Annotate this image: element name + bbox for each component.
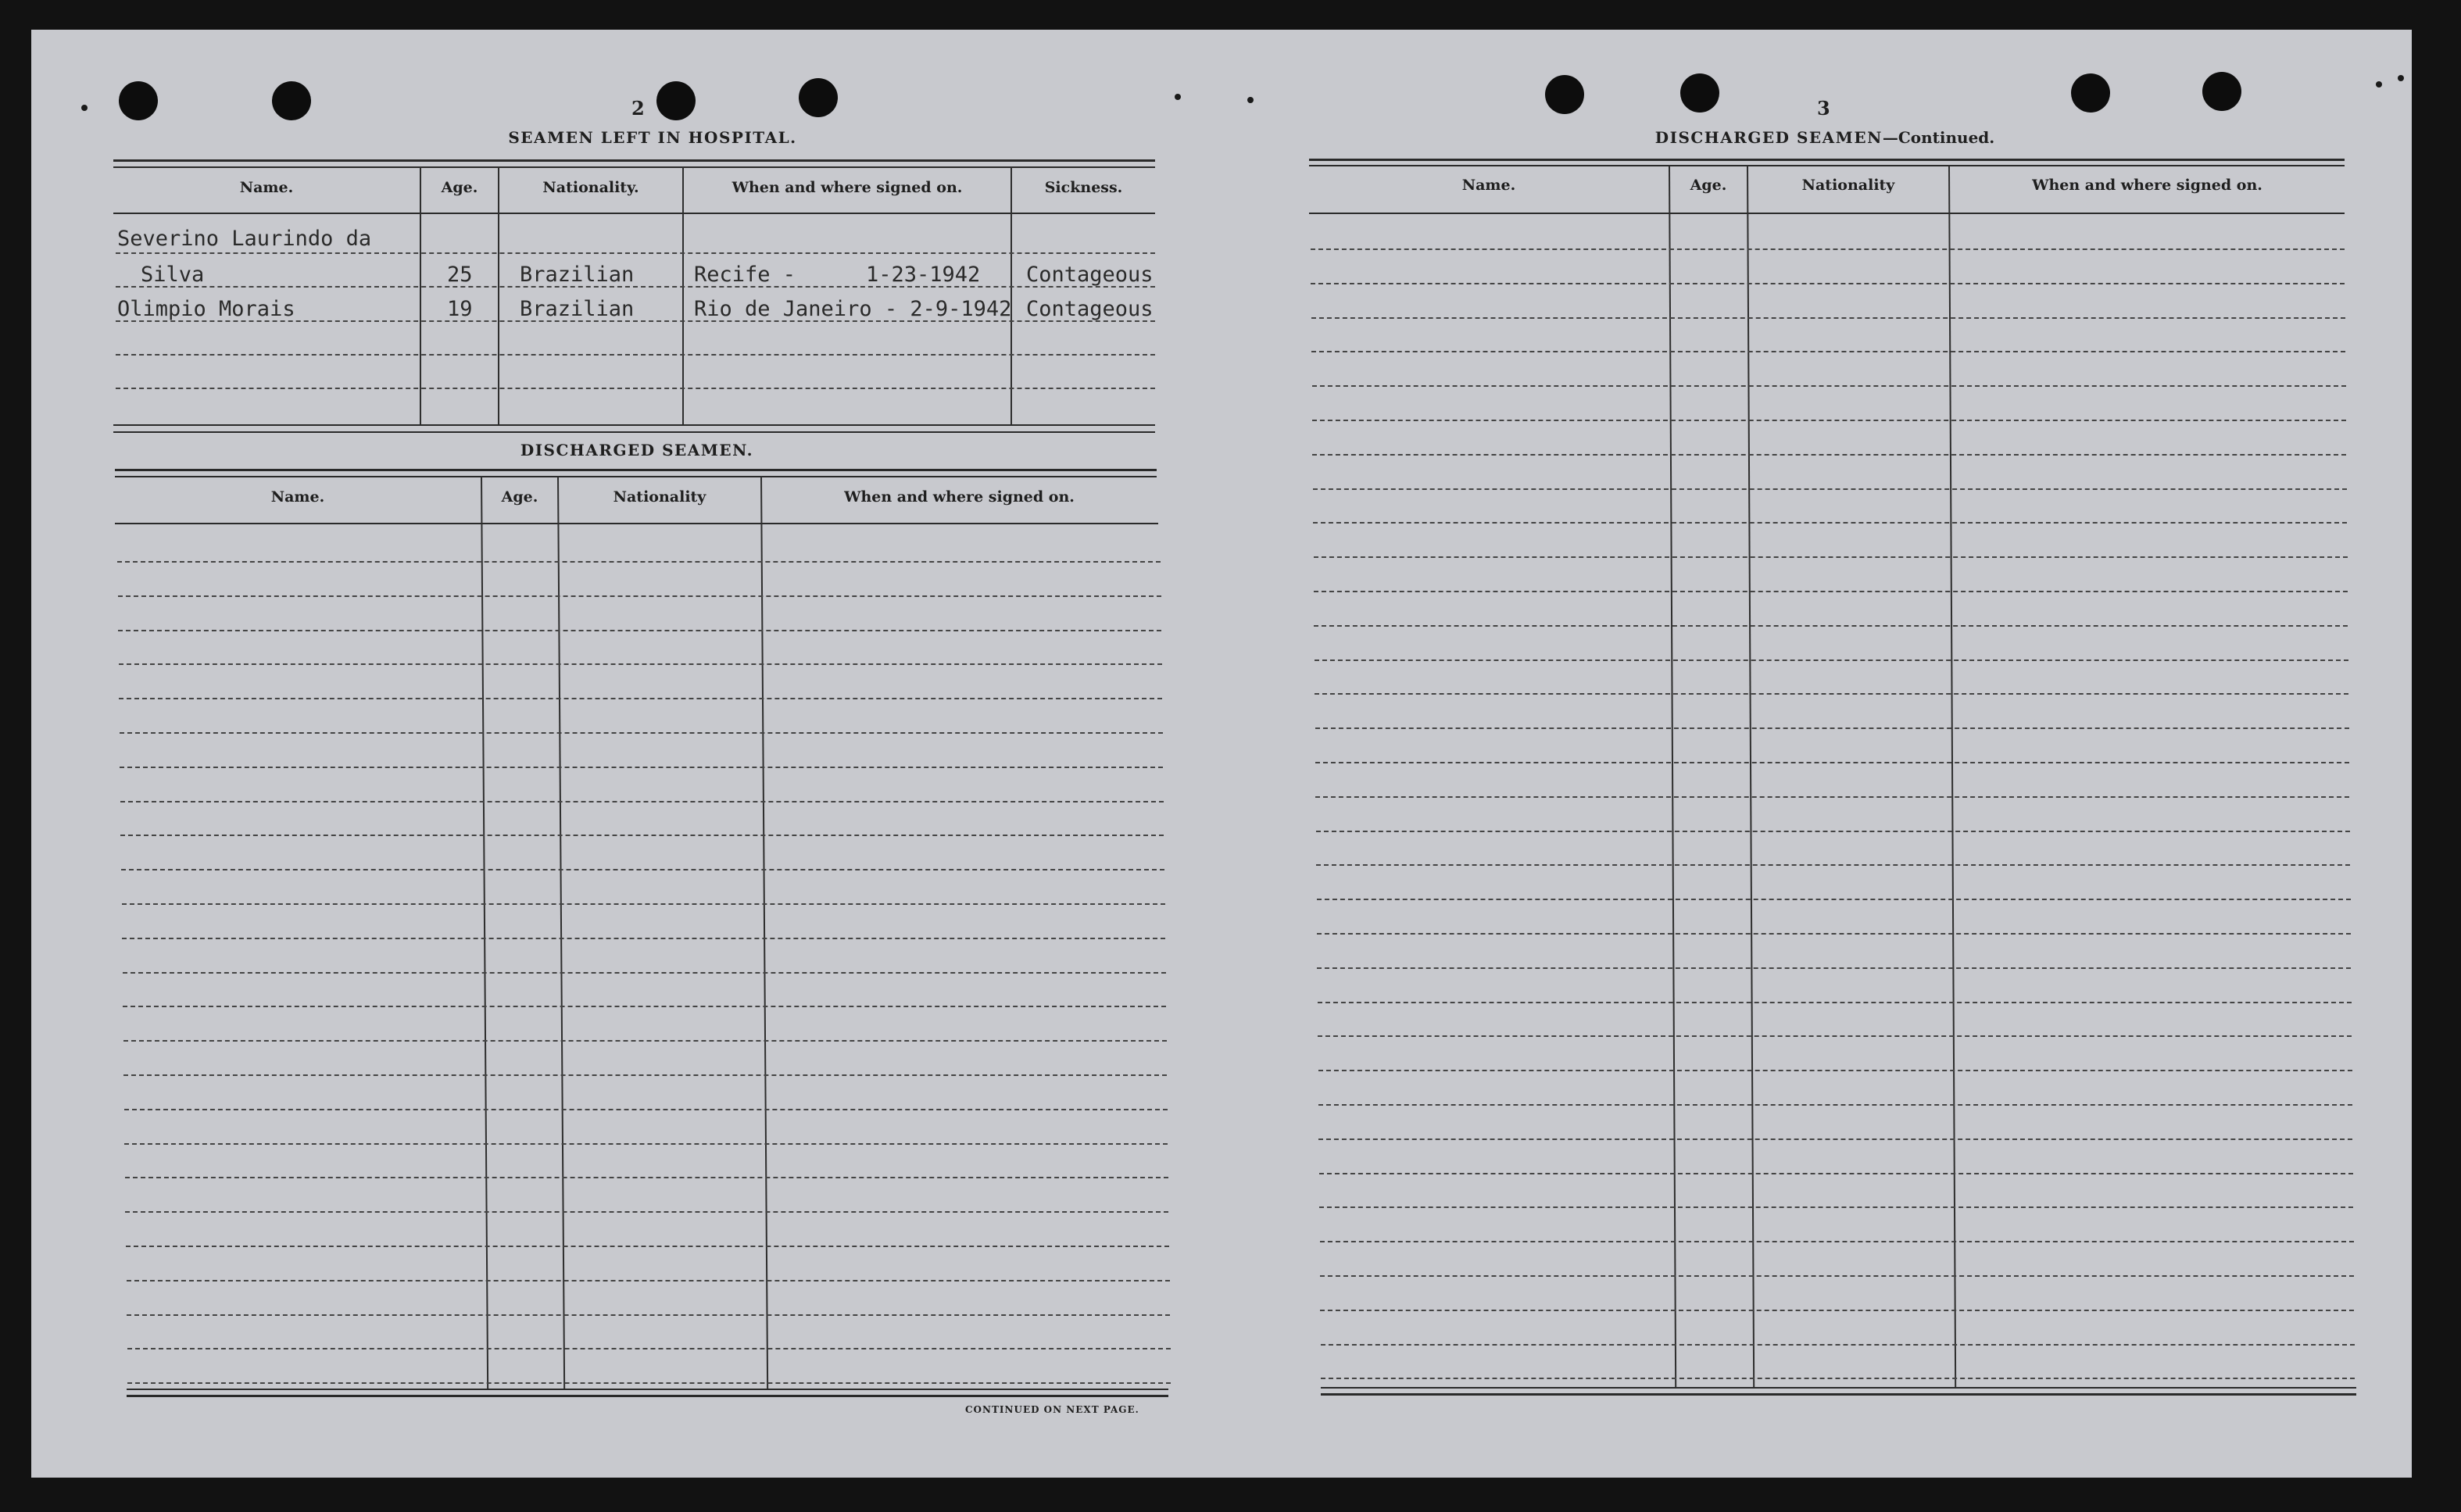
page-number-right: 3 [1817,97,1830,120]
continued-footer: CONTINUED ON NEXT PAGE. [965,1404,1139,1415]
rule [1321,1387,2356,1389]
speck [2376,81,2382,88]
rule [113,431,1155,433]
punch-hole [2071,73,2110,113]
entry-line [1315,762,2349,763]
col-header-sickness: Sickness. [1044,179,1123,196]
rule [1309,165,2345,166]
entry-2-nationality: Brazilian [520,297,635,321]
rule [113,166,1155,168]
entry-line [122,903,1165,905]
rule [115,523,1158,524]
col-header-signed-on: When and where signed on. [2032,177,2262,194]
punch-hole [656,81,696,120]
entry-line [1313,522,2347,524]
entry-1-sickness: Contageous [1026,263,1154,287]
entry-line [1319,1206,2353,1208]
speck [2398,75,2404,81]
entry-line [119,698,1162,699]
col-header-name: Name. [1461,177,1516,194]
column-divider [420,166,421,424]
punch-hole [119,81,158,120]
entry-line [1315,796,2349,798]
entry-2-sickness: Contageous [1026,297,1154,321]
rule [127,1389,1168,1390]
discharged-title-main: DISCHARGED SEAMEN [1654,128,1883,147]
entry-line [1316,831,2350,832]
entry-line [1318,1035,2352,1037]
entry-line [116,252,1155,254]
punch-hole [272,81,311,120]
entry-line [1319,1173,2353,1174]
entry-line [1313,488,2347,490]
discharged-title-cont: —Continued. [1882,128,1995,147]
entry-line [1317,933,2351,935]
entry-line [116,354,1155,356]
entry-line [1314,556,2348,558]
rule [1309,159,2345,161]
entry-line [1321,1344,2355,1346]
entry-line [1315,693,2348,695]
entry-line [1311,248,2345,250]
entry-line [118,595,1161,597]
entry-line [122,938,1165,939]
col-header-name: Name. [239,179,294,196]
col-header-signed-on: When and where signed on. [732,179,963,196]
entry-1-nationality: Brazilian [520,263,635,287]
speck [81,105,88,111]
entry-line [1320,1275,2354,1277]
col-header-age: Age. [1690,177,1727,194]
entry-line [1312,385,2346,387]
rule [127,1395,1168,1397]
rule [115,476,1157,477]
entry-line [116,388,1155,389]
speck [1175,94,1181,100]
punch-hole [1545,75,1584,114]
speck [1247,97,1254,103]
col-header-age: Age. [501,488,538,506]
entry-line [127,1280,1170,1281]
punch-hole [1680,73,1719,113]
entry-1-age: 25 [447,263,473,287]
discharged-title: DISCHARGED SEAMEN. [520,441,754,459]
entry-1-name-line1: Severino Laurindo da [117,227,372,251]
entry-line [123,1040,1167,1042]
col-header-name: Name. [270,488,325,506]
entry-1-name-line2: Silva [141,263,205,287]
entry-line [1314,591,2348,592]
col-header-nationality: Nationality [613,488,706,506]
col-header-nationality: Nationality. [542,179,639,196]
entry-2-age: 19 [447,297,473,321]
entry-line [1312,454,2346,456]
entry-line [1311,351,2345,352]
entry-line [127,1314,1170,1316]
rule [1309,213,2345,214]
rule [1321,1393,2356,1396]
column-divider [1011,166,1012,424]
punch-hole [2202,72,2241,111]
entry-line [1315,727,2349,729]
entry-line [123,972,1166,974]
entry-line [1318,1138,2352,1140]
entry-line [125,1177,1168,1178]
entry-2-signed-on: Rio de Janeiro - 2-9-1942 [694,297,1012,321]
entry-line [1317,899,2351,900]
entry-line [1315,659,2348,661]
entry-line [124,1143,1168,1145]
entry-line [1311,283,2345,284]
entry-line [124,1109,1168,1110]
entry-line [1317,967,2351,969]
rule [113,159,1155,162]
rule [113,213,1155,214]
manifest-sheet [31,30,2412,1478]
entry-line [126,1246,1169,1247]
entry-line [123,1006,1166,1007]
col-header-signed-on: When and where signed on. [844,488,1075,506]
col-header-age: Age. [441,179,478,196]
entry-line [1311,317,2345,319]
rule [115,469,1157,471]
col-header-nationality: Nationality [1801,177,1895,194]
entry-line [116,286,1155,288]
entry-line [1320,1241,2354,1242]
entry-1-date: 1-23-1942 [866,263,981,287]
hospital-title: SEAMEN LEFT IN HOSPITAL. [508,128,797,147]
entry-line [1318,1070,2352,1071]
entry-line [120,801,1164,802]
entry-line [127,1382,1171,1384]
entry-line [118,630,1161,631]
column-divider [682,166,684,424]
entry-line [119,663,1162,665]
entry-line [1318,1104,2352,1106]
entry-line [1316,864,2350,866]
page-number-left: 2 [631,97,645,120]
entry-line [117,561,1161,563]
entry-line [1314,625,2348,627]
entry-line [1321,1378,2355,1379]
entry-line [1312,420,2346,421]
entry-line [120,732,1163,734]
entry-line [127,1348,1171,1349]
entry-line [1318,1002,2352,1003]
entry-line [120,767,1163,768]
entry-1-place: Recife - [694,263,796,287]
column-divider [498,166,499,424]
rule [113,424,1155,426]
punch-hole [799,78,838,117]
discharged-continued-title [1641,128,2009,147]
entry-line [120,835,1164,836]
entry-line [125,1211,1168,1213]
entry-line [121,869,1164,870]
entry-line [123,1074,1167,1076]
entry-line [1320,1310,2354,1311]
entry-2-name: Olimpio Morais [117,297,295,321]
